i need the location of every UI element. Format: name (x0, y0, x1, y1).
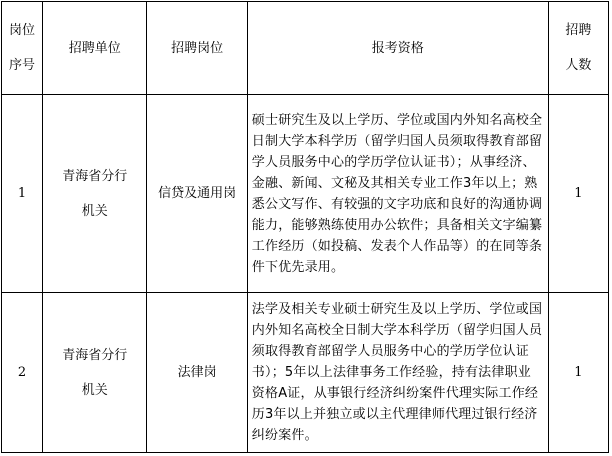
table-row (2, 95, 609, 293)
row-requirements: 硕士研究生及以上学历、学位或国内外知名高校全日制大学本科学历（留学归国人员须取得教育部留学人员服务中心的学历学位认证书）；从事经济、金融、新闻、文秘及其相关专业工作3年以上；熟悉公文写作、有较强的文字功底和良好的沟通协调能力，能够熟练使用办公软件；具备相关文字编纂工作经历（如投稿、发表个人作品等）的在同等条件下优先录用。 (247, 95, 548, 293)
header-headcount-line1: 招聘 (565, 23, 592, 38)
row-unit-line1: 青海省分行 (62, 168, 128, 184)
header-position-number (2, 2, 43, 95)
row-unit (43, 293, 147, 453)
header-requirements: 报考资格 (247, 2, 548, 95)
table-row (2, 293, 609, 453)
recruitment-table (1, 1, 609, 453)
row-position: 法律岗 (147, 293, 247, 453)
row-headcount: 1 (548, 293, 608, 453)
row-headcount: 1 (548, 95, 608, 293)
header-position-number-line1: 岗位 (9, 23, 36, 38)
row-unit (43, 95, 147, 293)
header-headcount (548, 2, 608, 95)
row-unit-line2: 机关 (81, 203, 108, 219)
row-unit-line1: 青海省分行 (62, 347, 128, 363)
header-recruiting-position: 招聘岗位 (147, 2, 247, 95)
header-recruiting-unit: 招聘单位 (43, 2, 147, 95)
header-position-number-line2: 序号 (9, 58, 36, 73)
row-number: 1 (2, 95, 43, 293)
header-headcount-line2: 人数 (565, 58, 592, 73)
row-unit-line2: 机关 (81, 382, 108, 398)
row-number: 2 (2, 293, 43, 453)
table-header-row (2, 2, 609, 95)
row-requirements: 法学及相关专业硕士研究生及以上学历、学位或国内外知名高校全日制大学本科学历（留学归国人员须取得教育部留学人员服务中心的学历学位认证书）；5年以上法律事务工作经验，持有法律职业资格A证，从事银行经济纠纷案件代理实际工作经历3年以上并独立或以主代理律师代理过银行经济纠纷案件。 (247, 293, 548, 453)
row-position: 信贷及通用岗 (147, 95, 247, 293)
